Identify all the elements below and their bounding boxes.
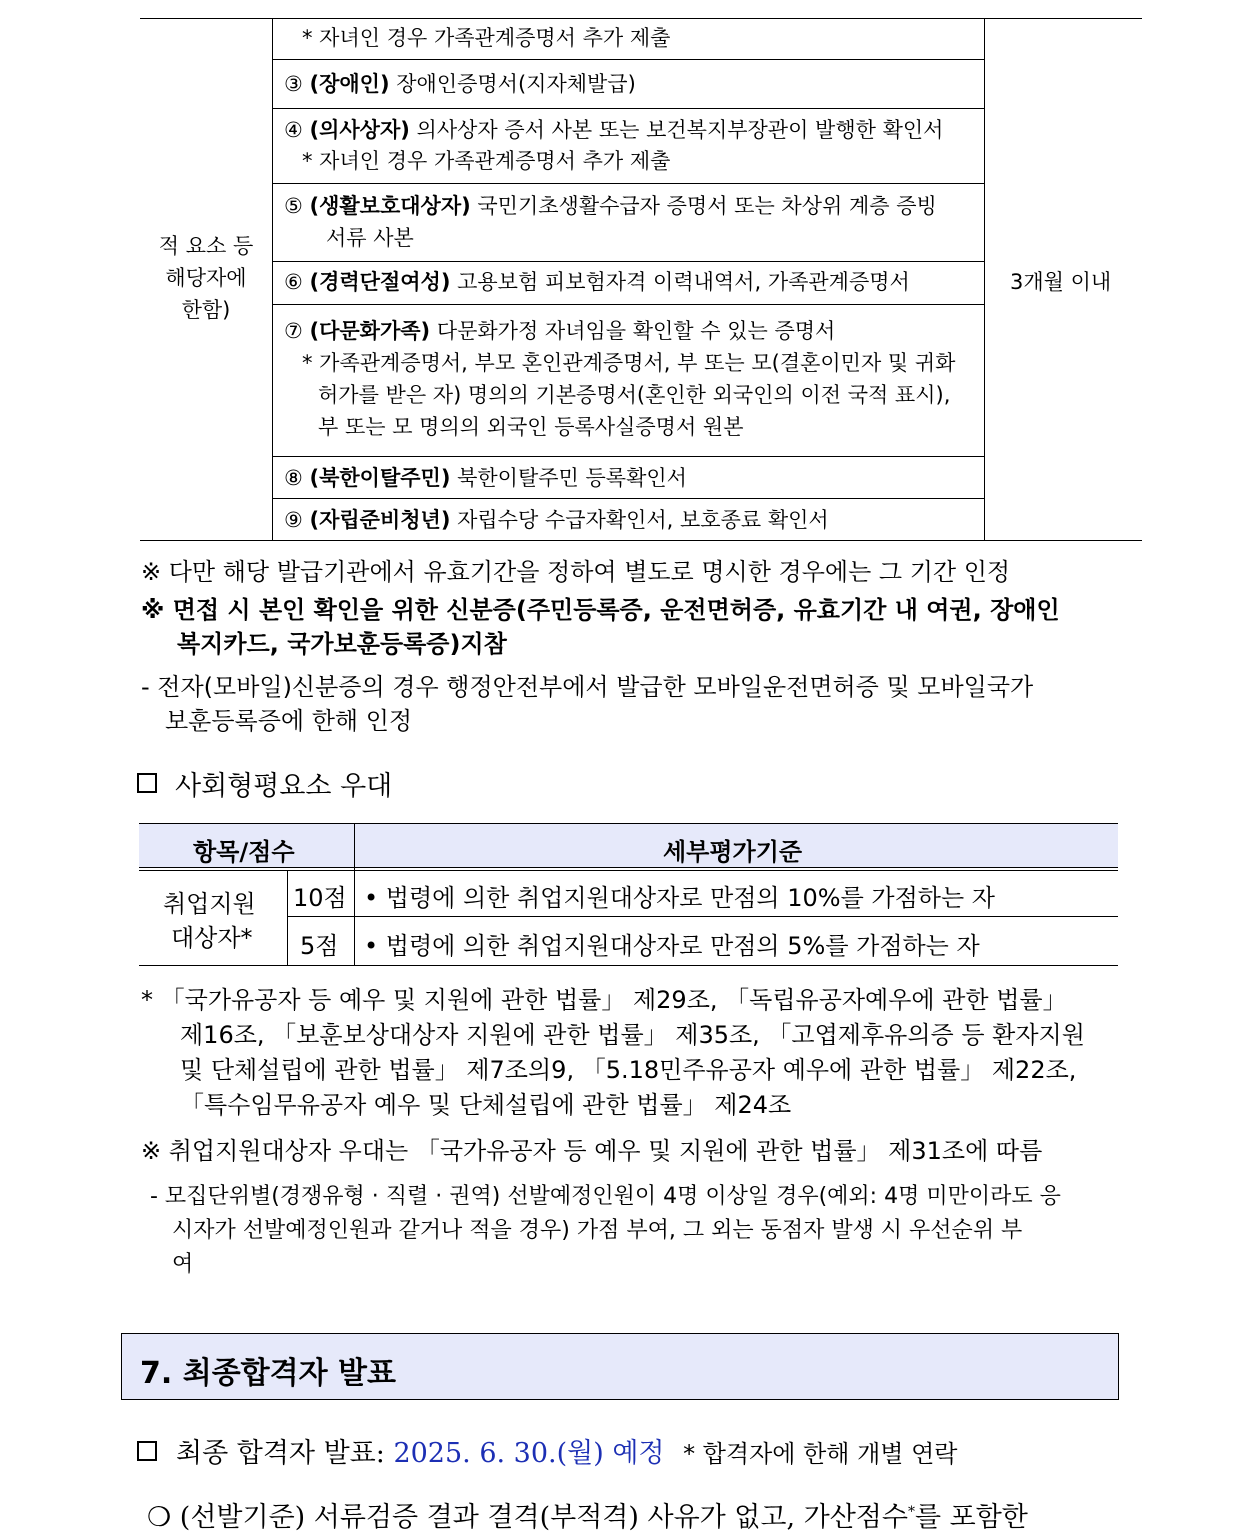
row-text: 의사상자 증서 사본 또는 보건복지부장관이 발행한 확인서 (409, 118, 944, 142)
row-category: (북한이탈주민) (309, 466, 451, 490)
row-category: (생활보호대상자) (309, 194, 471, 218)
doc-row (284, 71, 636, 97)
table-rule (140, 540, 1142, 541)
table-rule (984, 18, 985, 541)
doc-row-note: * 자녀인 경우 가족관계증명서 추가 제출 (302, 149, 671, 173)
doc-row (284, 117, 943, 143)
announcement-line (176, 1431, 957, 1470)
table-rule (139, 823, 1118, 824)
row-number: ⑧ (284, 466, 303, 490)
score-cell: 10점 (293, 884, 347, 912)
section-title: 7. 최종합격자 발표 (140, 1356, 397, 1391)
table-rule (139, 867, 1118, 868)
id-card-note: ※ 면접 시 본인 확인을 위한 신분증(주민등록증, 운전면허증, 유효기간 내 여권, 장애인 (141, 596, 1060, 624)
score-cell: 5점 (300, 932, 339, 960)
section-heading: 사회형평요소 우대 (175, 771, 393, 802)
category-cell: 대상자* (171, 924, 253, 952)
row-text: 고용보험 피보험자격 이력내역서, 가족관계증명서 (450, 270, 910, 294)
row-number: ④ (284, 118, 303, 142)
table-rule (272, 304, 985, 305)
category-line: 해당자에 (165, 266, 247, 290)
criteria-cell: • 법령에 의한 취업지원대상자로 만점의 10%를 가점하는 자 (364, 884, 995, 912)
category-line: 한함) (181, 298, 231, 322)
doc-row (284, 269, 910, 295)
doc-row-continuation: 서류 사본 (326, 226, 414, 250)
doc-row (284, 465, 687, 491)
selection-criteria-line (147, 1495, 1028, 1534)
table-rule (354, 823, 355, 965)
table-rule (272, 261, 985, 262)
law-footnote-continuation: 제16조, 「보훈보상대상자 지원에 관한 법률」 제35조, 「고엽제후유의증 등 환자지원 (180, 1021, 1085, 1049)
row-number: ⑦ (284, 319, 303, 343)
row-number: ⑨ (284, 508, 303, 532)
doc-row (284, 318, 835, 344)
row-category: (의사상자) (309, 118, 410, 142)
row-text: 국민기초생활수급자 증명서 또는 차상위 계층 증빙 (470, 194, 937, 218)
row-category: (장애인) (309, 72, 390, 96)
doc-row-continuation: 부 또는 모 명의의 외국인 등록사실증명서 원본 (318, 415, 744, 439)
doc-row-note: * 자녀인 경우 가족관계증명서 추가 제출 (302, 26, 671, 50)
law-footnote-continuation: 「특수임무유공자 예우 및 단체설립에 관한 법률」 제24조 (180, 1091, 792, 1119)
row-number: ⑥ (284, 270, 303, 294)
doc-row (284, 193, 937, 219)
table-rule (140, 18, 1142, 19)
row-category: (경력단절여성) (309, 270, 451, 294)
row-number: ③ (284, 72, 303, 96)
bonus-note-continuation: 시자가 선발예정인원과 같거나 적을 경우) 가점 부여, 그 외는 동점자 발생 시 우선순위 부 (172, 1218, 1023, 1243)
section-7-banner (121, 1333, 1119, 1400)
validity-note: ※ 다만 해당 발급기관에서 유효기간을 정하여 별도로 명시한 경우에는 그 기간 인정 (141, 558, 1011, 586)
category-line: 적 요소 등 (158, 234, 254, 258)
mobile-id-note: - 전자(모바일)신분증의 경우 행정안전부에서 발급한 모바일운전면허증 및 모바일국가 (141, 673, 1034, 701)
table-rule (272, 456, 985, 457)
table-rule (272, 183, 985, 184)
row-text: 장애인증명서(지자체발급) (389, 72, 636, 96)
criteria-text-tail: 를 포함한 (914, 1502, 1028, 1533)
checkbox-square-icon (137, 773, 157, 793)
criteria-footnote-mark: * (907, 1504, 915, 1520)
column-header: 항목/점수 (193, 838, 295, 866)
id-card-note-continuation: 복지카드, 국가보훈등록증)지참 (177, 630, 507, 658)
doc-row-note: * 가족관계증명서, 부모 혼인관계증명서, 부 또는 모(결혼이민자 및 귀화 (302, 351, 956, 375)
table-rule (272, 18, 273, 541)
preference-note: ※ 취업지원대상자 우대는 「국가유공자 등 예우 및 지원에 관한 법률」 제31조에 따름 (141, 1137, 1043, 1165)
validity-period: 3개월 이내 (1010, 270, 1112, 294)
doc-row-continuation: 허가를 받은 자) 명의의 기본증명서(혼인한 외국인의 이전 국적 표시), (318, 383, 951, 407)
table-rule (272, 59, 985, 60)
table-rule (139, 965, 1118, 966)
row-category: (자립준비청년) (309, 508, 451, 532)
row-text: 다문화가정 자녀임을 확인할 수 있는 증명서 (430, 319, 836, 343)
checkbox-square-icon (137, 1441, 157, 1461)
table-rule (272, 108, 985, 109)
bonus-note: - 모집단위별(경쟁유형 · 직렬 · 권역) 선발예정인원이 4명 이상일 경우(예외: 4명 미만이라도 응 (150, 1184, 1061, 1209)
law-footnote-continuation: 및 단체설립에 관한 법률」 제7조의9, 「5.18민주유공자 예우에 관한 법률」 제22조, (180, 1056, 1077, 1084)
row-number: ⑤ (284, 194, 303, 218)
announcement-date: 2025. 6. 30.(월) 예정 (393, 1438, 665, 1469)
table-rule (287, 870, 288, 965)
table-rule (272, 498, 985, 499)
column-header: 세부평가기준 (663, 838, 803, 866)
table-rule (139, 870, 1118, 871)
bonus-note-continuation: 여 (172, 1252, 194, 1277)
row-text: 자립수당 수급자확인서, 보호종료 확인서 (450, 508, 829, 532)
row-category: (다문화가족) (309, 319, 431, 343)
category-label (146, 230, 266, 326)
table-rule (287, 916, 1118, 917)
row-text: 북한이탈주민 등록확인서 (450, 466, 687, 490)
announcement-note: * 합격자에 한해 개별 연락 (683, 1440, 958, 1468)
criteria-cell: • 법령에 의한 취업지원대상자로 만점의 5%를 가점하는 자 (364, 932, 980, 960)
law-footnote: * 「국가유공자 등 예우 및 지원에 관한 법률」 제29조, 「독립유공자예우에 관한 법률」 (141, 986, 1067, 1014)
category-cell: 취업지원 (163, 890, 256, 918)
announcement-label: 최종 합격자 발표: (176, 1438, 385, 1469)
mobile-id-note-continuation: 보훈등록증에 한해 인정 (165, 707, 413, 735)
criteria-text: ❍ (선발기준) 서류검증 결과 결격(부적격) 사유가 없고, 가산점수 (147, 1502, 908, 1533)
doc-row (284, 507, 829, 533)
